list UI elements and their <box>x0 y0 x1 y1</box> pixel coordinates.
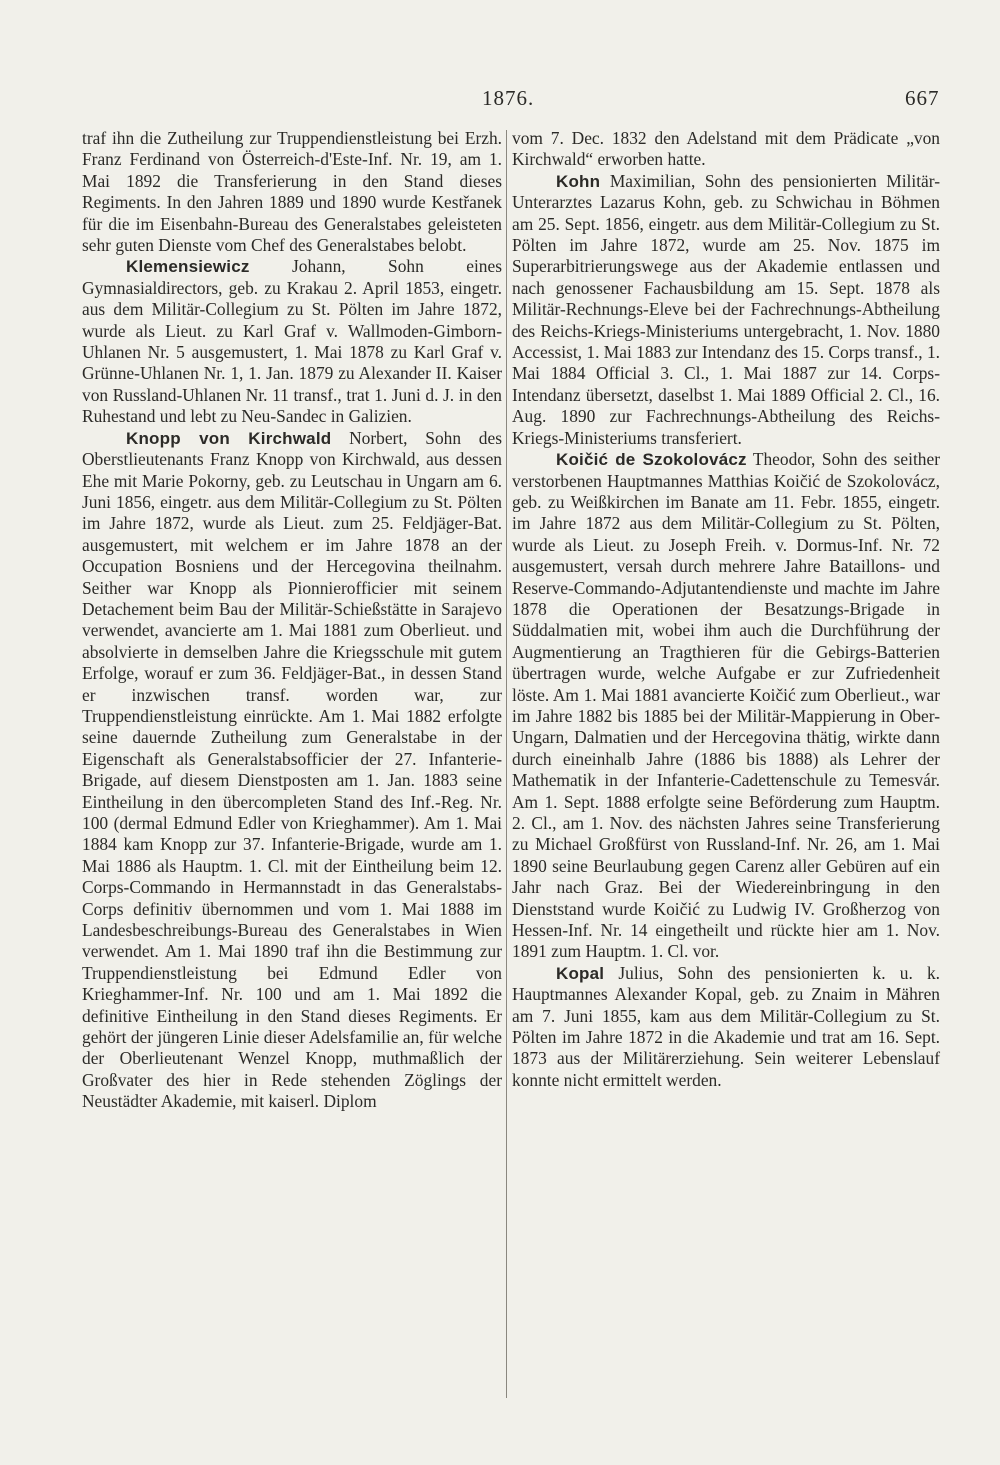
entry-koicic <box>512 449 940 963</box>
entry-text: Julius, Sohn des pensionierten k. u. k. Hauptmannes Alexander Kopal, geb. zu Znaim in Mähren am 7. Juni 1855, kam aus dem Militär-Collegium zu St. Pölten im Jahre 1872 in die Akademie und trat am 16. Sept. 1873 aus der Militärerziehung. Sein weiterer Lebenslauf konnte nicht ermittelt werden. <box>512 962 940 1090</box>
entry-text: Maximilian, Sohn des pensionierten Militär-Unterarztes Lazarus Kohn, geb. zu Schwichau in Böhmen am 25. Sept. 1856, eingetr. aus dem Militär-Collegium zu St. Pölten im Jahre 1872, wurde am 25. Nov. 1875 im Superarbitrierungswege aus der Akademie entlassen und nach genossener Fachausbildung am 15. Sept. 1878 als Militär-Rechnungs-Eleve bei der Fachrechnungs-Abtheilung des Reichs-Kriegs-Ministeriums untergebracht, 1. Nov. 1880 Accessist, 1. Mai 1883 zur Intendanz des 15. Corps transf., 1. Mai 1884 Official 3. Cl., 1. Mai 1887 zur 14. Corps-Intendanz übersetzt, daselbst 1. Mai 1889 Official 2. Cl., 16. Aug. 1890 zur Fachrechnungs-Abtheilung des Reichs-Kriegs-Ministeriums transferiert. <box>512 170 940 448</box>
entry-name: Knopp von Kirchwald <box>126 428 332 448</box>
left-column <box>82 128 502 1113</box>
page-number: 667 <box>905 86 940 110</box>
entry-kopal <box>512 963 940 1091</box>
entry-name: Kopal <box>556 963 605 983</box>
paragraph-text: vom 7. Dec. 1832 den Adelstand mit dem Prädicate „von Kirchwald“ erworben hatte. <box>512 128 940 170</box>
continued-paragraph <box>512 128 940 171</box>
entry-knopp <box>82 428 502 1113</box>
entry-text: Theodor, Sohn des seither verstorbenen Hauptmannes Matthias Koičić de Szokolovácz, geb. zu Weißkirchen im Banate am 11. Febr. 1855, eingetr. im Jahre 1872 aus dem Militär-Collegium zu St. Pölten, wurde als Lieut. zu Joseph Freih. v. Dormus-Inf. Nr. 72 ausgemustert, versah durch mehrere Jahre Bataillons- und Reserve-Commando-Adjutantendienste und machte im Jahre 1878 die Operationen der Besatzungs-Brigade in Süddalmatien mit, wobei ihm auch die Durchführung der Augmentierung an Tragthieren für die Gebirgs-Batterien übertragen wurde, welche Aufgabe er zur Zufriedenheit löste. Am 1. Mai 1881 avancierte Koičić zum Oberlieut., war im Jahre 1882 bis 1885 bei der Militär-Mappierung in Ober-Ungarn, Dalmatien und der Hercegovina thätig, wirkte dann durch eineinhalb Jahre (1886 bis 1888) als Lehrer der Mathematik in der Infanterie-Cadettenschule zu Temesvár. Am 1. Sept. 1888 erfolgte seine Beförderung zum Hauptm. 2. Cl., am 1. Nov. des nächsten Jahres seine Transferierung zu Michael Großfürst von Russland-Inf. Nr. 26, am 1. Mai 1890 seine Beurlaubung gegen Carenz aller Gebüren auf ein Jahr nach Graz. Bei der Wiedereinbringung in den Dienststand wurde Koičić zu Ludwig IV. Großherzog von Hessen-Inf. Nr. 14 eingetheilt und rückte hier am 1. Nov. 1891 zum Hauptm. 1. Cl. vor. <box>512 449 940 962</box>
paragraph-text: traf ihn die Zutheilung zur Truppendienstleistung bei Erzh. Franz Ferdinand von Österreich-d'Este-Inf. Nr. 19, am 1. Mai 1892 die Transferierung in den Stand dieses Regiments. In den Jahren 1889 und 1890 wurde Kestřanek für die im Eisenbahn-Bureau des Generalstabes geleisteten sehr guten Dienste vom Chef des Generalstabes belobt. <box>82 128 502 256</box>
entry-text: Johann, Sohn eines Gymnasialdirectors, geb. zu Krakau 2. April 1853, eingetr. aus dem Militär-Collegium zu St. Pölten im Jahre 1872, wurde als Lieut. zu Karl Graf v. Wallmoden-Gimborn-Uhlanen Nr. 5 ausgemustert, 1. Mai 1878 zu Karl Graf v. Grünne-Uhlanen Nr. 1, 1. Jan. 1879 zu Alexander II. Kaiser von Russland-Uhlanen Nr. 11 transf., trat 1. Juni d. J. in den Ruhestand und lebt zu Neu-Sandec in Galizien. <box>82 256 502 427</box>
year-heading: 1876. <box>482 86 535 110</box>
entry-text: Norbert, Sohn des Oberstlieutenants Franz Knopp von Kirchwald, aus dessen Ehe mit Marie Pokorny, geb. zu Leutschau in Ungarn am 6. Juni 1856, eingetr. aus dem Militär-Collegium zu St. Pölten im Jahre 1872, wurde als Lieut. zum 25. Feldjäger-Bat. ausgemustert, mit welchem er im Jahre 1878 an der Occupation Bosniens und der Hercegovina theilnahm. Seither war Knopp als Pionnierofficier mit seinem Detachement beim Bau der Militär-Schießstätte in Sarajevo verwendet, avancierte am 1. Mai 1881 zum Oberlieut. und absolvierte in demselben Jahre die Kriegsschule mit gutem Erfolge, worauf er zum 36. Feldjäger-Bat., in dessen Stand er inzwischen transf. worden war, zur Truppendienstleistung einrückte. Am 1. Mai 1882 erfolgte seine dauernde Zutheilung zum Generalstabe in der Eigenschaft als Generalstabsofficier der 27. Infanterie-Brigade, auf diesem Dienstposten am 1. Jan. 1883 seine Eintheilung in den übercompleten Stand des Inf.-Reg. Nr. 100 (dermal Edmund Edler von Krieghammer). Am 1. Mai 1884 kam Knopp zur 37. Infanterie-Brigade, wurde am 1. Mai 1886 als Hauptm. 1. Cl. mit der Eintheilung beim 12. Corps-Commando in Hermannstadt in das Generalstabs-Corps definitiv übernommen und vom 1. Mai 1888 im Landesbeschreibungs-Bureau des Generalstabes in Wien verwendet. Am 1. Mai 1890 traf ihn die Bestimmung zur Truppendienstleistung bei Edmund Edler von Krieghammer-Inf. Nr. 100 und am 1. Mai 1892 die definitive Eintheilung in den Stand dieses Regiments. Er gehört der jüngeren Linie dieser Adelsfamilie an, für welche der Oberlieutenant Wenzel Knopp, muthmaßlich der Großvater des hier in Rede stehenden Zöglings der Neustädter Akademie, mit kaiserl. Diplom <box>82 427 502 1112</box>
entry-name: Koičić de Szokolovácz <box>556 450 747 470</box>
entry-name: Kohn <box>556 171 601 191</box>
entry-kohn <box>512 171 940 449</box>
column-divider <box>506 130 507 1398</box>
running-head <box>0 86 1000 116</box>
entry-name: Klemensiewicz <box>126 257 250 277</box>
right-column <box>512 128 940 1091</box>
continued-paragraph <box>82 128 502 256</box>
entry-klemensiewicz <box>82 256 502 427</box>
